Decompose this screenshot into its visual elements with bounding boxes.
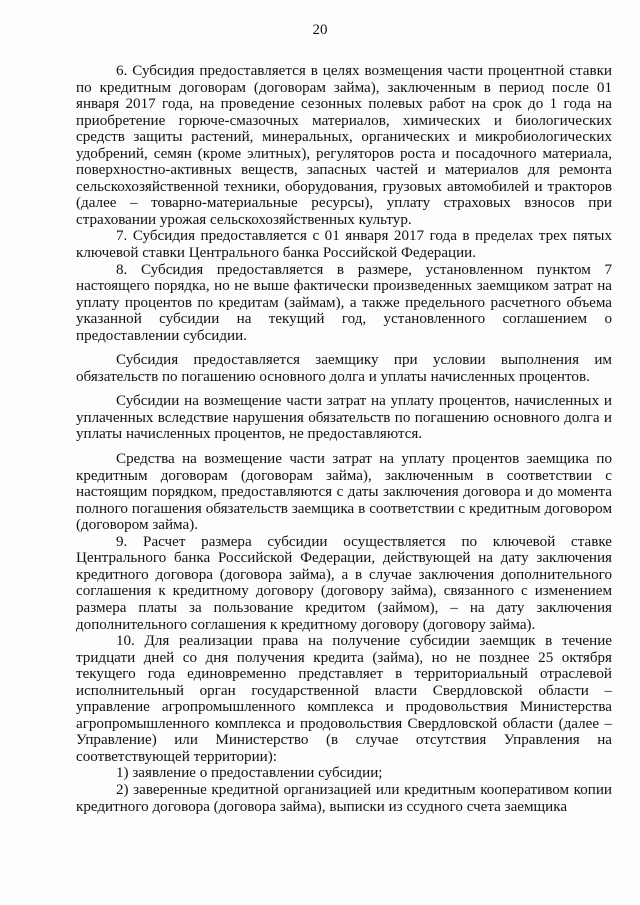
paragraph-subsidy-exclusion: Субсидии на возмещение части затрат на уплату процентов, начисленных и уплаченных вследствие нарушения обязательств по погашению основного долга и уплаты начисленных процентов, не предоставляются. — [76, 393, 612, 443]
paragraph-9: 9. Расчет размера субсидии осуществляется по ключевой ставке Центрального банка Российской Федерации, действующей на дату заключения кредитного договора (договора займа), а в случае заключения дополнительного соглашения к кредитному договору (договору займа), связанного с изменением размера платы за пользование кредитом (займом), – на дату заключения дополнительного соглашения к кредитному договору (договору займа). — [76, 533, 612, 633]
page-number: 20 — [312, 22, 328, 38]
paragraph-subsidy-condition: Субсидия предоставляется заемщику при условии выполнения им обязательств по погашению основного долга и уплаты начисленных процентов. — [76, 352, 612, 385]
paragraph-7: 7. Субсидия предоставляется с 01 января 2017 года в пределах трех пятых ключевой ставки Центрального банка Российской Федерации. — [76, 228, 612, 262]
list-item-1: 1) заявление о предоставлении субсидии; — [116, 765, 383, 782]
paragraph-8: 8. Субсидия предоставляется в размере, установленном пунктом 7 настоящего порядка, но не выше фактически произведенных заемщиком затрат на уплату процентов по кредитам (займам), а также предельного расчетного объема указанной субсидии на текущий год, установленного соглашением о предоставлении субсидии. — [76, 261, 612, 344]
paragraph-10: 10. Для реализации права на получение субсидии заемщик в течение тридцати дней со дня получения кредита (займа), но не позднее 25 октября текущего года единовременно представляет в территориальный отраслевой исполнительный орган государственной власти Свердловской области – управление агропромышленного комплекса и продовольствия Министерства агропромышленного комплекса и продовольствия Свердловской области (далее – Управление) или Министерство (в случае отсутствия Управления на соответствующей территории): — [76, 633, 612, 765]
document-body — [76, 63, 612, 815]
paragraph-subsidy-period: Средства на возмещение части затрат на уплату процентов заемщика по кредитным договорам (договорам займа), заключенным в соответствии с настоящим порядком, предоставляются с даты заключения договора и до момента полного погашения обязательств заемщика в соответствии с кредитным договором (договором займа). — [76, 451, 612, 534]
list-item-2: 2) заверенные кредитной организацией или кредитным кооперативом копии кредитного договора (договора займа), выписки из ссудного счета заемщика — [76, 781, 612, 815]
paragraph-6: 6. Субсидия предоставляется в целях возмещения части процентной ставки по кредитным договорам (договорам займа), заключенным в период после 01 января 2017 года, на проведение сезонных полевых работ на срок до 1 года на приобретение горюче-смазочных материалов, химических и биологических средств защиты растений, минеральных, органических и микробиологических удобрений, семян (кроме элитных), регуляторов роста и посадочного материала, поверхностно-активных веществ, запасных частей и материалов для ремонта сельскохозяйственной техники, оборудования, грузовых автомобилей и тракторов (далее – товарно-материальные ресурсы), уплату страховых взносов при страховании урожая сельскохозяйственных культур. — [76, 63, 612, 228]
